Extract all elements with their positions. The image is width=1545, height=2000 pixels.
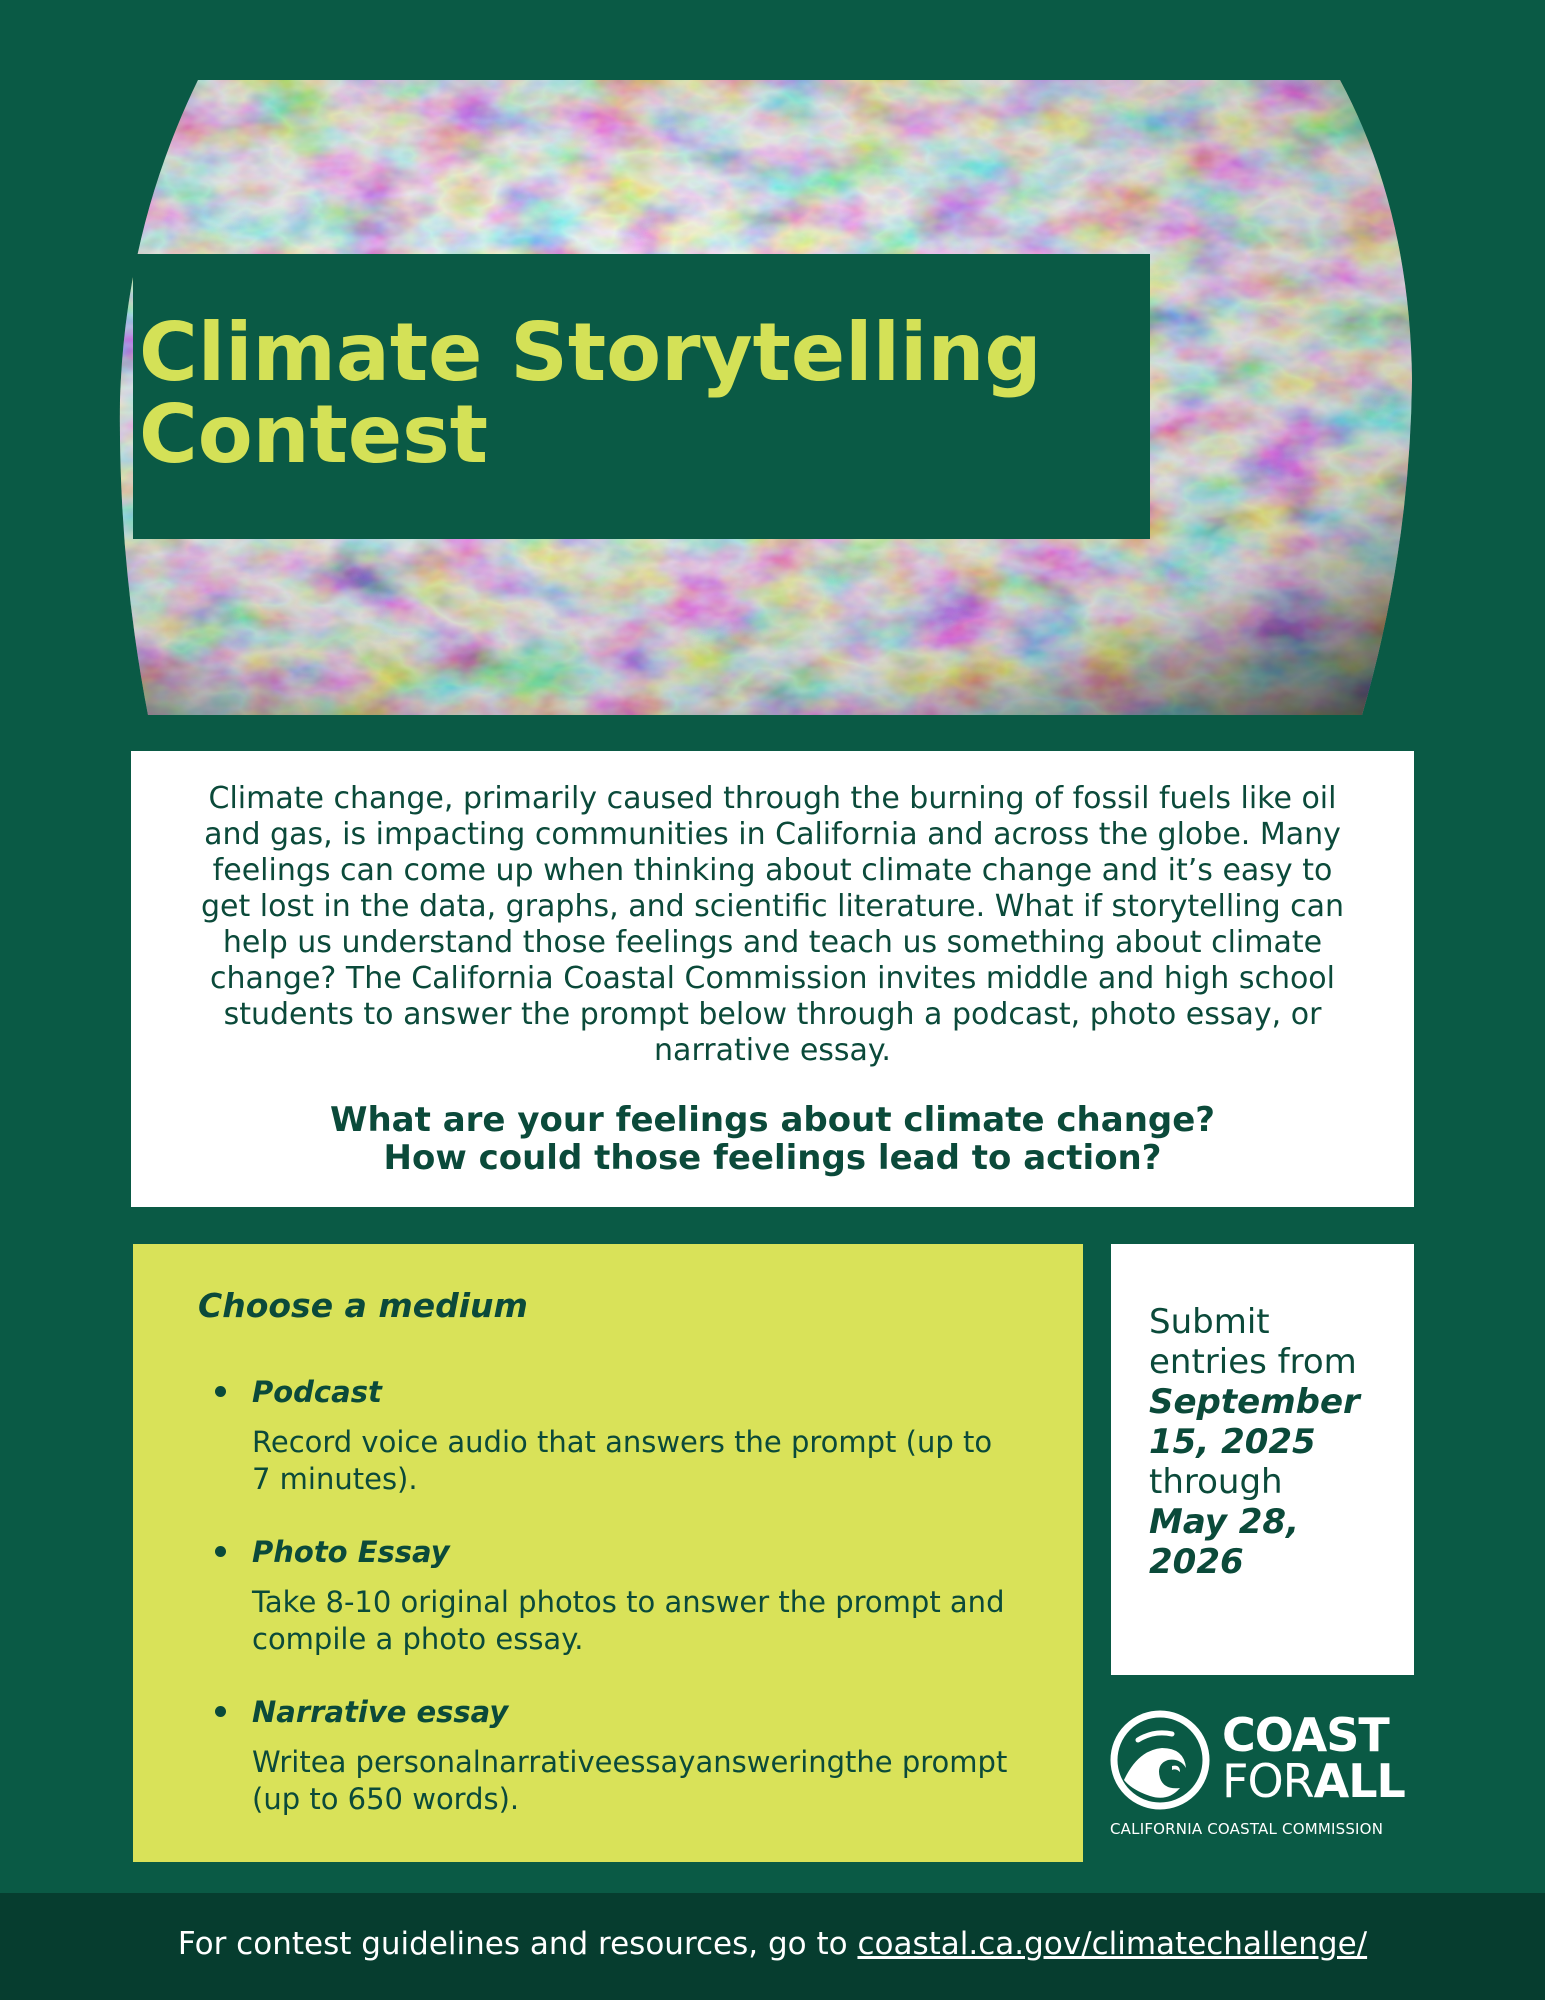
coast-for-all-logo bbox=[1108, 1708, 1418, 1838]
logo-word-coast: COAST bbox=[1222, 1708, 1389, 1762]
page-title bbox=[139, 306, 1139, 481]
title-line-2: Contest bbox=[139, 388, 488, 481]
start-year: 2025 bbox=[1221, 1422, 1316, 1462]
end-month-day bbox=[1149, 1502, 1389, 1542]
medium-item-description: Writea personalnarrativeessayansweringthe prompt (up to 650 words). bbox=[252, 1745, 1008, 1816]
medium-item-description: Take 8-10 original photos to answer the prompt and compile a photo essay. bbox=[252, 1585, 1005, 1656]
wave-logo-icon bbox=[1110, 1710, 1210, 1810]
dates-line: Submit bbox=[1149, 1302, 1270, 1342]
start-day-year bbox=[1149, 1422, 1389, 1462]
bullet-icon bbox=[215, 1546, 226, 1557]
end-year: 2026 bbox=[1149, 1542, 1244, 1582]
logo-subtitle: CALIFORNIA COASTAL COMMISSION bbox=[1110, 1820, 1384, 1838]
title-banner bbox=[133, 254, 1150, 539]
footer-bar bbox=[0, 1893, 1545, 2000]
bullet-icon bbox=[215, 1706, 226, 1717]
medium-item-title: Photo Essay bbox=[252, 1535, 450, 1569]
medium-box bbox=[133, 1244, 1083, 1862]
logo-word-all: ALL bbox=[1313, 1754, 1405, 1808]
dates-word: from bbox=[1277, 1342, 1357, 1382]
end-day: 28, bbox=[1238, 1502, 1299, 1542]
start-month: September bbox=[1149, 1382, 1360, 1422]
start-day: 15, bbox=[1149, 1422, 1210, 1462]
logo-wordmark bbox=[1222, 1708, 1405, 1808]
title-line-1: Climate Storytelling bbox=[139, 306, 1042, 399]
dates-word: entries bbox=[1149, 1342, 1267, 1382]
footer-label: For contest guidelines and resources, go to bbox=[177, 1926, 858, 1962]
medium-item-title: Podcast bbox=[252, 1375, 382, 1409]
bullet-icon bbox=[215, 1386, 226, 1397]
intro-box bbox=[131, 751, 1414, 1207]
footer-link[interactable]: coastal.ca.gov/climatechallenge/ bbox=[857, 1926, 1368, 1962]
submission-dates bbox=[1149, 1302, 1389, 1582]
prompt-line-2: How could those feelings lead to action? bbox=[383, 1138, 1162, 1178]
footer-text bbox=[0, 1925, 1545, 1963]
prompt-line-1: What are your feelings about climate change? bbox=[329, 1100, 1216, 1140]
intro-paragraph: Climate change, primarily caused through the burning of fossil fuels like oil and gas, is impacting communities in California and across the globe. Many feelings can come up when thinking about climate change and it’s easy to get lost in the data, graphs, and scientific literature. What if storytelling can help us understand those feelings and teach us something about climate change? The California Coastal Commission invites middle and high school students to answer the prompt below through a podcast, photo essay, or narrative essay. bbox=[200, 781, 1345, 1068]
dates-line: through bbox=[1149, 1462, 1283, 1502]
end-month: May bbox=[1149, 1502, 1227, 1542]
contest-prompt bbox=[191, 1101, 1354, 1177]
dates-line bbox=[1149, 1342, 1389, 1382]
logo-word-for-all bbox=[1222, 1754, 1405, 1808]
medium-heading: Choose a medium bbox=[198, 1286, 528, 1325]
medium-item-description: Record voice audio that answers the prompt (up to 7 minutes). bbox=[252, 1425, 993, 1496]
medium-item-title: Narrative essay bbox=[252, 1695, 509, 1729]
logo-word-for: FOR bbox=[1222, 1754, 1314, 1808]
submission-dates-box bbox=[1111, 1244, 1414, 1675]
